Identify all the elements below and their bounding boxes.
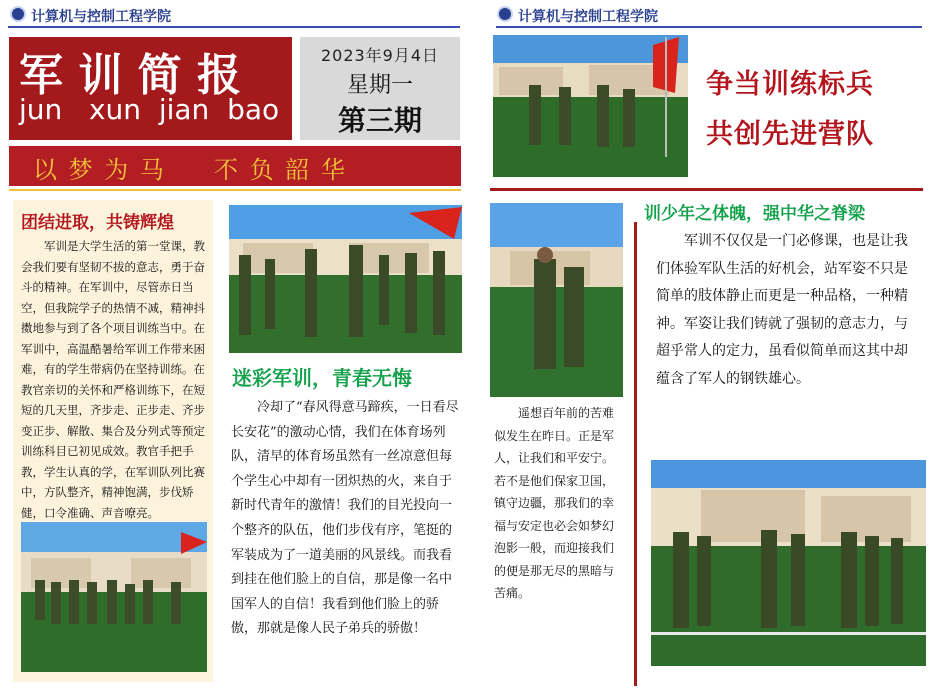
masthead-date-block	[300, 37, 460, 140]
masthead-title-block	[9, 37, 292, 140]
article4-body: 遥想百年前的苦难似发生在昨日。正是军人，让我们和平安宁。若不是他们保家卫国，镇守边疆，那我们的幸福与安定也必会如梦幻泡影一般，而迎接我们的便是那无尽的黑暗与苦痛。	[494, 406, 615, 600]
slogan-band	[9, 146, 461, 186]
masthead-weekday: 星期一	[346, 73, 413, 98]
header-rule-left	[8, 26, 460, 28]
article4-photo	[490, 203, 623, 397]
article2-photo	[229, 205, 462, 353]
article1-box	[13, 200, 213, 682]
school-name-left: 计算机与控制工程学院	[31, 9, 171, 25]
school-name-right: 计算机与控制工程学院	[518, 9, 658, 25]
article3-photo	[651, 460, 926, 666]
article2-title: 迷彩军训，青春无悔	[232, 366, 412, 390]
headline-line1: 争当训练标兵	[706, 69, 874, 100]
article1-photo	[21, 522, 207, 672]
masthead-issue: 第三期	[337, 104, 422, 137]
article3-title: 训少年之体魄，强中华之脊梁	[644, 204, 865, 224]
article1-body: 军训是大学生活的第一堂课，教会我们要有坚韧不拔的意志，勇于奋斗的精神。在军训中，尽管赤日当空，但我院学子的热情不减，精神抖擞地参与到了各个项目训练当中。在军训中，高温酷暑给军训工作带来困难，有的学生带病仍在坚持训练。在教官亲切的关怀和严格训练下，在短短的几天里，齐步走、正步走、齐步变正步、解散、集合及分列式等预定训练科目已初见成效。教官手把手教，学生认真的学，在军训队列比赛中，方队整齐，精神饱满，步伐矫健，口令准确、声音嘹亮。	[21, 239, 205, 520]
article3-body: 军训不仅仅是一门必修课，也是让我们体验军队生活的好机会，站军姿不只是简单的肢体静止而更是一种品格，一种精神。军姿让我们铸就了强韧的意志力，与超乎常人的定力，虽看似简单而这其中却蕴含了军人的钢铁雄心。	[656, 233, 908, 387]
article1-title: 团结进取，共铸辉煌	[21, 213, 174, 233]
school-logo-icon	[10, 6, 26, 22]
article2-body: 冷却了“春风得意马蹄疾，一日看尽长安花”的激动心情，我们在体育场列队，清早的体育场虽然有一丝凉意但每个学生心中却有一团炽热的火，来自于新时代青年的激情！我们的目光投向一个整齐的队伍，他们步伐有序，笔挺的军装成为了一道美丽的风景线。而我看到挂在他们脸上的自信，那是像一名中国军人的自信！我看到他们脸上的骄傲，那就是像人民子弟兵的骄傲！	[231, 400, 459, 637]
masthead-date: 2023年9月4日	[320, 46, 440, 65]
masthead-pinyin: jun xun jian bao	[19, 93, 280, 126]
article3-side-rule	[634, 222, 637, 686]
right-top-photo	[493, 35, 688, 177]
school-logo-icon	[497, 6, 513, 22]
headline-rule	[490, 188, 923, 191]
headline-line2: 共创先进营队	[706, 119, 874, 150]
header-rule-right	[496, 26, 922, 28]
slogan-underline	[9, 189, 461, 191]
masthead-title: 军 训 简 报	[19, 50, 241, 101]
slogan-text: 以 梦 为 马 不 负 韶 华	[33, 156, 347, 184]
